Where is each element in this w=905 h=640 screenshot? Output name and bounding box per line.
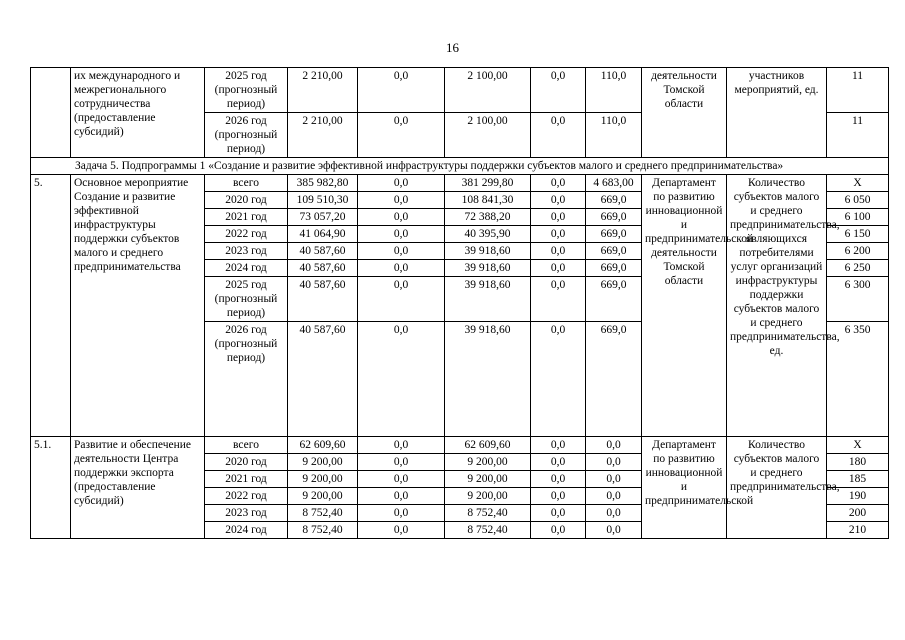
- value-cell: 185: [827, 471, 889, 488]
- local-cell: 0,0: [531, 277, 586, 322]
- regional-cell: 381 299,80: [445, 175, 531, 192]
- value-cell: 6 250: [827, 260, 889, 277]
- year-cell: 2025 год (прогнозный период): [205, 277, 288, 322]
- total-cell: 40 587,60: [288, 260, 358, 277]
- regional-cell: 2 100,00: [445, 113, 531, 158]
- total-cell: 109 510,30: [288, 192, 358, 209]
- year-cell: 2022 год: [205, 226, 288, 243]
- local-cell: 0,0: [531, 68, 586, 113]
- extrabudget-cell: 669,0: [586, 277, 642, 322]
- regional-cell: 39 918,60: [445, 260, 531, 277]
- extrabudget-cell: 0,0: [586, 488, 642, 505]
- regional-cell: 39 918,60: [445, 277, 531, 322]
- local-cell: 0,0: [531, 209, 586, 226]
- value-cell: 6 100: [827, 209, 889, 226]
- value-cell: 190: [827, 488, 889, 505]
- total-cell: 62 609,60: [288, 437, 358, 454]
- total-cell: 9 200,00: [288, 471, 358, 488]
- local-cell: 0,0: [531, 260, 586, 277]
- federal-cell: 0,0: [358, 68, 445, 113]
- year-cell: 2025 год (прогнозный период): [205, 68, 288, 113]
- year-cell: 2024 год: [205, 260, 288, 277]
- year-cell: всего: [205, 437, 288, 454]
- federal-cell: 0,0: [358, 505, 445, 522]
- extrabudget-cell: 669,0: [586, 322, 642, 437]
- table-row: [31, 175, 889, 192]
- year-cell: 2026 год (прогнозный период): [205, 113, 288, 158]
- regional-cell: 9 200,00: [445, 488, 531, 505]
- value-cell: 180: [827, 454, 889, 471]
- extrabudget-cell: 0,0: [586, 505, 642, 522]
- program-table: [30, 67, 889, 539]
- indicator-cell: Количество субъектов малого и среднего предпринимательства, являющихся потребителями услуг организаций инфраструктуры поддержки субъектов малого и среднего предпринимательства, ед.: [727, 175, 827, 437]
- item-number: 5.: [31, 175, 71, 437]
- activity-name: Развитие и обеспечение деятельности Центра поддержки экспорта (предоставление субсидий): [71, 437, 205, 539]
- value-cell: 6 050: [827, 192, 889, 209]
- year-cell: 2023 год: [205, 243, 288, 260]
- extrabudget-cell: 0,0: [586, 522, 642, 539]
- extrabudget-cell: 669,0: [586, 260, 642, 277]
- local-cell: 0,0: [531, 322, 586, 437]
- local-cell: 0,0: [531, 471, 586, 488]
- extrabudget-cell: 0,0: [586, 437, 642, 454]
- local-cell: 0,0: [531, 192, 586, 209]
- value-cell: X: [827, 437, 889, 454]
- extrabudget-cell: 110,0: [586, 113, 642, 158]
- federal-cell: 0,0: [358, 209, 445, 226]
- federal-cell: 0,0: [358, 454, 445, 471]
- page-number: 16: [446, 40, 459, 55]
- activity-name: их международного и межрегионального сотрудничества (предоставление субсидий): [71, 68, 205, 158]
- year-cell: 2020 год: [205, 192, 288, 209]
- local-cell: 0,0: [531, 226, 586, 243]
- total-cell: 9 200,00: [288, 454, 358, 471]
- regional-cell: 39 918,60: [445, 243, 531, 260]
- table-row: [31, 437, 889, 454]
- local-cell: 0,0: [531, 175, 586, 192]
- federal-cell: 0,0: [358, 175, 445, 192]
- regional-cell: 40 395,90: [445, 226, 531, 243]
- value-cell: 6 150: [827, 226, 889, 243]
- total-cell: 385 982,80: [288, 175, 358, 192]
- total-cell: 2 210,00: [288, 113, 358, 158]
- federal-cell: 0,0: [358, 488, 445, 505]
- executor-cell: деятельности Томской области: [642, 68, 727, 158]
- extrabudget-cell: 669,0: [586, 226, 642, 243]
- item-number: 5.1.: [31, 437, 71, 539]
- total-cell: 9 200,00: [288, 488, 358, 505]
- executor-cell: Департамент по развитию инновационной и предпринимательской: [642, 437, 727, 539]
- value-cell: 11: [827, 113, 889, 158]
- federal-cell: 0,0: [358, 277, 445, 322]
- federal-cell: 0,0: [358, 192, 445, 209]
- total-cell: 8 752,40: [288, 522, 358, 539]
- federal-cell: 0,0: [358, 113, 445, 158]
- year-cell: 2023 год: [205, 505, 288, 522]
- regional-cell: 2 100,00: [445, 68, 531, 113]
- extrabudget-cell: 110,0: [586, 68, 642, 113]
- extrabudget-cell: 669,0: [586, 192, 642, 209]
- regional-cell: 108 841,30: [445, 192, 531, 209]
- federal-cell: 0,0: [358, 471, 445, 488]
- extrabudget-cell: 0,0: [586, 454, 642, 471]
- federal-cell: 0,0: [358, 243, 445, 260]
- executor-cell: Департамент по развитию инновационной и предпринимательской деятельности Томской области: [642, 175, 727, 437]
- table-row: [31, 68, 889, 113]
- total-cell: 40 587,60: [288, 243, 358, 260]
- federal-cell: 0,0: [358, 226, 445, 243]
- extrabudget-cell: 669,0: [586, 209, 642, 226]
- local-cell: 0,0: [531, 113, 586, 158]
- federal-cell: 0,0: [358, 522, 445, 539]
- local-cell: 0,0: [531, 243, 586, 260]
- num-cell: [31, 68, 71, 158]
- value-cell: 200: [827, 505, 889, 522]
- regional-cell: 9 200,00: [445, 454, 531, 471]
- local-cell: 0,0: [531, 488, 586, 505]
- indicator-cell: Количество субъектов малого и среднего предпринимательства,: [727, 437, 827, 539]
- federal-cell: 0,0: [358, 437, 445, 454]
- total-cell: 40 587,60: [288, 277, 358, 322]
- regional-cell: 9 200,00: [445, 471, 531, 488]
- regional-cell: 72 388,20: [445, 209, 531, 226]
- total-cell: 2 210,00: [288, 68, 358, 113]
- total-cell: 73 057,20: [288, 209, 358, 226]
- value-cell: 6 350: [827, 322, 889, 437]
- regional-cell: 8 752,40: [445, 522, 531, 539]
- year-cell: 2026 год (прогнозный период): [205, 322, 288, 437]
- activity-name: Основное мероприятие Создание и развитие эффективной инфраструктуры поддержки субъектов малого и среднего предпринимательства: [71, 175, 205, 437]
- total-cell: 40 587,60: [288, 322, 358, 437]
- local-cell: 0,0: [531, 437, 586, 454]
- total-cell: 8 752,40: [288, 505, 358, 522]
- value-cell: 11: [827, 68, 889, 113]
- year-cell: всего: [205, 175, 288, 192]
- year-cell: 2022 год: [205, 488, 288, 505]
- regional-cell: 62 609,60: [445, 437, 531, 454]
- value-cell: 6 300: [827, 277, 889, 322]
- value-cell: 210: [827, 522, 889, 539]
- year-cell: 2020 год: [205, 454, 288, 471]
- extrabudget-cell: 0,0: [586, 471, 642, 488]
- indicator-cell: участников мероприятий, ед.: [727, 68, 827, 158]
- task-row: [31, 158, 889, 175]
- local-cell: 0,0: [531, 454, 586, 471]
- federal-cell: 0,0: [358, 260, 445, 277]
- year-cell: 2024 год: [205, 522, 288, 539]
- local-cell: 0,0: [531, 505, 586, 522]
- value-cell: X: [827, 175, 889, 192]
- local-cell: 0,0: [531, 522, 586, 539]
- value-cell: 6 200: [827, 243, 889, 260]
- year-cell: 2021 год: [205, 209, 288, 226]
- federal-cell: 0,0: [358, 322, 445, 437]
- extrabudget-cell: 4 683,00: [586, 175, 642, 192]
- regional-cell: 39 918,60: [445, 322, 531, 437]
- task-title: Задача 5. Подпрограммы 1 «Создание и развитие эффективной инфраструктуры поддержки субъектов малого и среднего предпринимательства»: [31, 158, 889, 175]
- total-cell: 41 064,90: [288, 226, 358, 243]
- regional-cell: 8 752,40: [445, 505, 531, 522]
- year-cell: 2021 год: [205, 471, 288, 488]
- extrabudget-cell: 669,0: [586, 243, 642, 260]
